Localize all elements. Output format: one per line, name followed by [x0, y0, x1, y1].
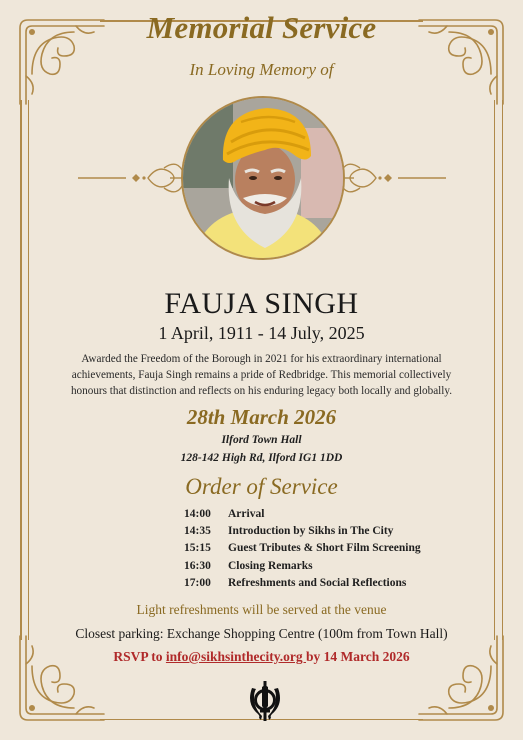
portrait-illustration	[183, 98, 343, 258]
schedule-time: 15:15	[184, 542, 211, 555]
rsvp-prefix: RSVP to	[113, 649, 166, 664]
event-address: 128-142 High Rd, Ilford IG1 1DD	[180, 452, 343, 464]
frame-left-inner	[28, 100, 29, 640]
schedule-time: 16:30	[184, 559, 211, 572]
schedule-time: 14:00	[184, 508, 211, 520]
event-date: 28th March 2026	[186, 405, 337, 429]
schedule-label: Closing Remarks	[228, 559, 313, 572]
corner-ornament-icon	[14, 631, 109, 726]
order-of-service-heading: Order of Service	[185, 474, 338, 499]
schedule-row	[184, 577, 464, 594]
schedule-label: Guest Tributes & Short Film Screening	[228, 542, 421, 555]
schedule-time: 14:35	[184, 525, 211, 538]
corner-ornament-icon	[414, 631, 509, 726]
parking-note: Closest parking: Exchange Shopping Centre (100m from Town Hall)	[75, 626, 448, 641]
biography-text: Awarded the Freedom of the Borough in 2021 for his extraordinary international achievements, Fauja Singh remains a pride of Redbridge. This memorial collectively honours that distinction and reflects on his enduring legacy both locally and globally.	[70, 353, 453, 397]
frame-left	[20, 100, 22, 640]
schedule-row	[184, 525, 464, 542]
rsvp-email-link[interactable]: info@sikhsinthecity.org	[165, 649, 306, 664]
life-dates: 1 April, 1911 - 14 July, 2025	[158, 323, 365, 343]
schedule-row	[184, 542, 464, 559]
person-name: FAUJA SINGH	[164, 287, 359, 320]
event-venue: Ilford Town Hall	[221, 434, 302, 446]
schedule-row	[184, 508, 464, 525]
schedule-list	[184, 508, 464, 594]
schedule-time: 17:00	[184, 576, 211, 589]
rsvp-deadline: by 14 March 2026	[305, 649, 410, 664]
schedule-label: Arrival	[228, 508, 265, 520]
page-title: Memorial Service	[146, 10, 377, 45]
frame-right-inner	[494, 100, 495, 640]
refreshments-note: Light refreshments will be served at the venue	[136, 602, 387, 617]
page-subtitle: In Loving Memory of	[189, 60, 334, 79]
portrait-photo	[181, 96, 345, 260]
khanda-icon	[248, 680, 282, 722]
schedule-label: Introduction by Sikhs in The City	[228, 525, 394, 538]
frame-right	[502, 100, 504, 640]
schedule-label: Refreshments and Social Reflections	[228, 576, 407, 589]
schedule-row	[184, 560, 464, 577]
rsvp-line	[0, 649, 523, 665]
